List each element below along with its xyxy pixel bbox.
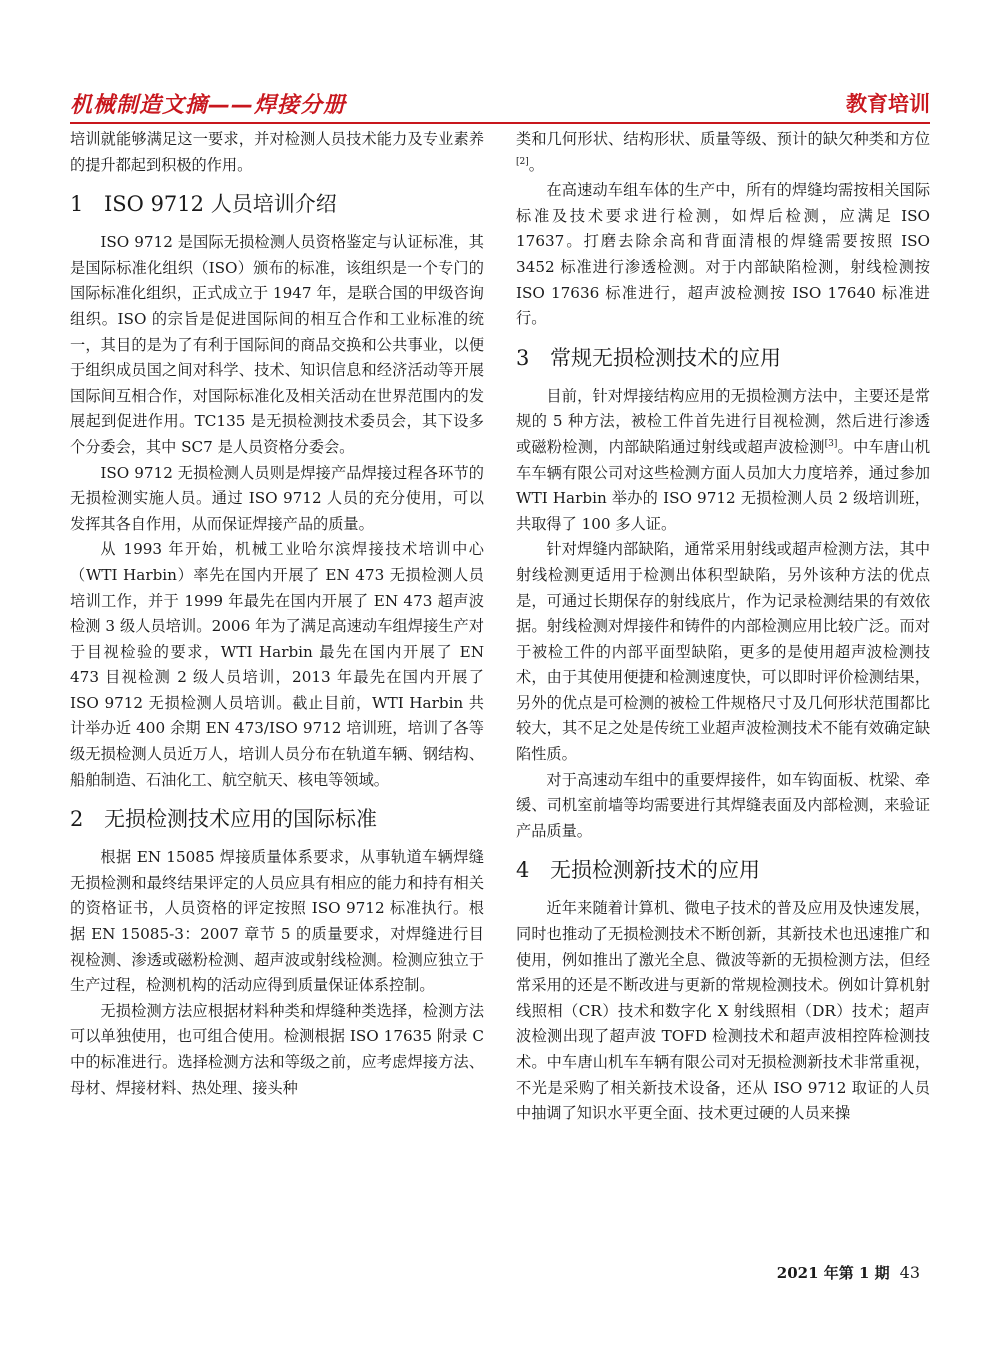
paragraph: 对于高速动车组中的重要焊接件，如车钩面板、枕梁、牵缓、司机室前墙等均需要进行其焊缝表面及内部检测，来验证产品质量。 <box>516 770 930 840</box>
paragraph: 针对焊缝内部缺陷，通常采用射线或超声检测方法，其中射线检测更适用于检测出体积型缺陷，另外该种方法的优点是，可通过长期保存的射线底片，作为记录检测结果的有效依据。射线检测对焊接件和铸件的内部检测应用比较广泛。而对于被检工件的内部平面型缺陷，更多的是使用超声波检测技术，由于其使用便捷和检测速度快，可以即时评价检测结果，另外的优点是可检测的被检工件规格尺寸及几何形状范围都比较大，其不足之处是传统工业超声波检测技术不能有效确定缺陷性质。 <box>516 540 930 764</box>
paragraph <box>516 384 930 538</box>
paragraph: 无损检测方法应根据材料种类和焊缝种类选择，检测方法可以单独使用，也可组合使用。检测根据 ISO 17635 附录 C 中的标准进行。选择检测方法和等级之前，应考虑焊接方法、母材、焊接材料、热处理、接头种 <box>70 1001 484 1097</box>
heading-text: ISO 9712 人员培训介绍 <box>104 192 337 217</box>
heading-number: 3 <box>516 345 530 370</box>
citation: [3] <box>824 438 838 449</box>
section-label: 教育培训 <box>846 92 930 116</box>
section-heading-2 <box>70 793 484 845</box>
section-heading-3 <box>516 332 930 384</box>
heading-number: 4 <box>516 858 530 883</box>
paragraph-text: 目前，针对焊接结构应用的无损检测方法中，主要还是常规的 5 种方法，被检工件首先进行目视检测，然后进行渗透或磁粉检测，内部缺陷通过射线或超声波检测 <box>516 386 930 456</box>
issue-label: 2021 年第 1 期 <box>776 1264 890 1282</box>
header-rule <box>70 122 930 124</box>
paragraph-text: 类和几何形状、结构形状、质量等级、预计的缺欠种类和方位 <box>516 130 930 148</box>
paragraph-text: 。 <box>528 155 544 174</box>
left-column <box>70 127 484 1101</box>
page-footer <box>777 1262 920 1283</box>
journal-title: 机械制造文摘——焊接分册 <box>70 93 347 118</box>
heading-text: 常规无损检测技术的应用 <box>550 345 781 370</box>
paragraph: ISO 9712 是国际无损检测人员资格鉴定与认证标准，其是国际标准化组织（ISO）颁布的标准，该组织是一个专门的国际标准化组织，正式成立于 1947 年，是联合国的甲级咨询组织。ISO 的宗旨是促进国际间的相互合作和工业标准的统一，其目的是为了有利于国际间的商品交换和公共事业，以便于组织成员国之间对科学、技术、知识信息和经济活动等开展国际间互相合作，对国际标准化及相关活动在世界范围内的发展起到促进作用。TC135 是无损检测技术委员会，其下设多个分委会，其中 SC7 是人员资格分委会。 <box>70 233 484 456</box>
paragraph: 从 1993 年开始，机械工业哈尔滨焊接技术培训中心（WTI Harbin）率先在国内开展了 EN 473 无损检测人员培训工作，并于 1999 年最先在国内开展了 EN 473 超声波检测 3 级人员培训。2006 年为了满足高速动车组焊接生产对于目视检验的要求，WTI Harbin 最先在国内开展了 EN 473 目视检测 2 级人员培训，2013 年最先在国内开展了 ISO 9712 无损检测人员培训。截止目前，WTI Harbin 共计举办近 400 余期 EN 473/ISO 9712 培训班，培训了各等级无损检测人员近万人，培训人员分布在轨道车辆、钢结构、船舶制造、石油化工、航空航天、核电等领域。 <box>70 540 484 789</box>
citation: [2] <box>516 156 529 167</box>
paragraph-text: 。中车唐山机车车辆有限公司对这些检测方面人员加大力度培养，通过参加 WTI Harbin 举办的 ISO 9712 无损检测人员 2 级培训班，共取得了 100 多人证。 <box>516 437 931 533</box>
paragraph <box>516 127 930 178</box>
paragraph: 在高速动车组车体的生产中，所有的焊缝均需按相关国际标准及技术要求进行检测，如焊后检测，应满足 ISO 17637。打磨去除余高和背面清根的焊缝需要按照 ISO 3452 标准进行渗透检测。对于内部缺陷检测，射线检测按 ISO 17636 标准进行，超声波检测按 ISO 17640 标准进行。 <box>516 181 930 328</box>
paragraph: 根据 EN 15085 焊接质量体系要求，从事轨道车辆焊缝无损检测和最终结果评定的人员应具有相应的能力和持有相关的资格证书，人员资格的评定按照 ISO 9712 标准执行。根据 EN 15085-3：2007 章节 5 的质量要求，对焊缝进行目视检测、渗透或磁粉检测、超声波或射线检测。检测应独立于生产过程，检测机构的活动应得到质量保证体系控制。 <box>70 848 484 995</box>
heading-text: 无损检测技术应用的国际标准 <box>104 807 377 832</box>
section-heading-4 <box>516 844 930 896</box>
heading-text: 无损检测新技术的应用 <box>550 858 760 883</box>
heading-number: 2 <box>70 807 84 832</box>
page-header <box>70 88 930 122</box>
right-column <box>516 127 930 1127</box>
page-number: 43 <box>899 1263 920 1282</box>
paragraph: 近年来随着计算机、微电子技术的普及应用及快速发展，同时也推动了无损检测技术不断创新，其新技术也迅速推广和使用，例如推出了激光全息、微波等新的无损检测方法，但经常采用的还是不断改进与更新的常规检测技术。例如计算机射线照相（CR）技术和数字化 X 射线照相（DR）技术；超声波检测出现了超声波 TOFD 检测技术和超声波相控阵检测技术。中车唐山机车车辆有限公司对无损检测新技术非常重视，不光是采购了相关新技术设备，还从 ISO 9712 取证的人员中抽调了知识水平更全面、技术更过硬的人员来操 <box>516 899 930 1123</box>
heading-number: 1 <box>70 192 84 217</box>
section-heading-1 <box>70 178 484 230</box>
paragraph: 培训就能够满足这一要求，并对检测人员技术能力及专业素养的提升都起到积极的作用。 <box>70 130 484 174</box>
paragraph: ISO 9712 无损检测人员则是焊接产品焊接过程各环节的无损检测实施人员。通过 ISO 9712 人员的充分使用，可以发挥其各自作用，从而保证焊接产品的质量。 <box>70 463 484 533</box>
